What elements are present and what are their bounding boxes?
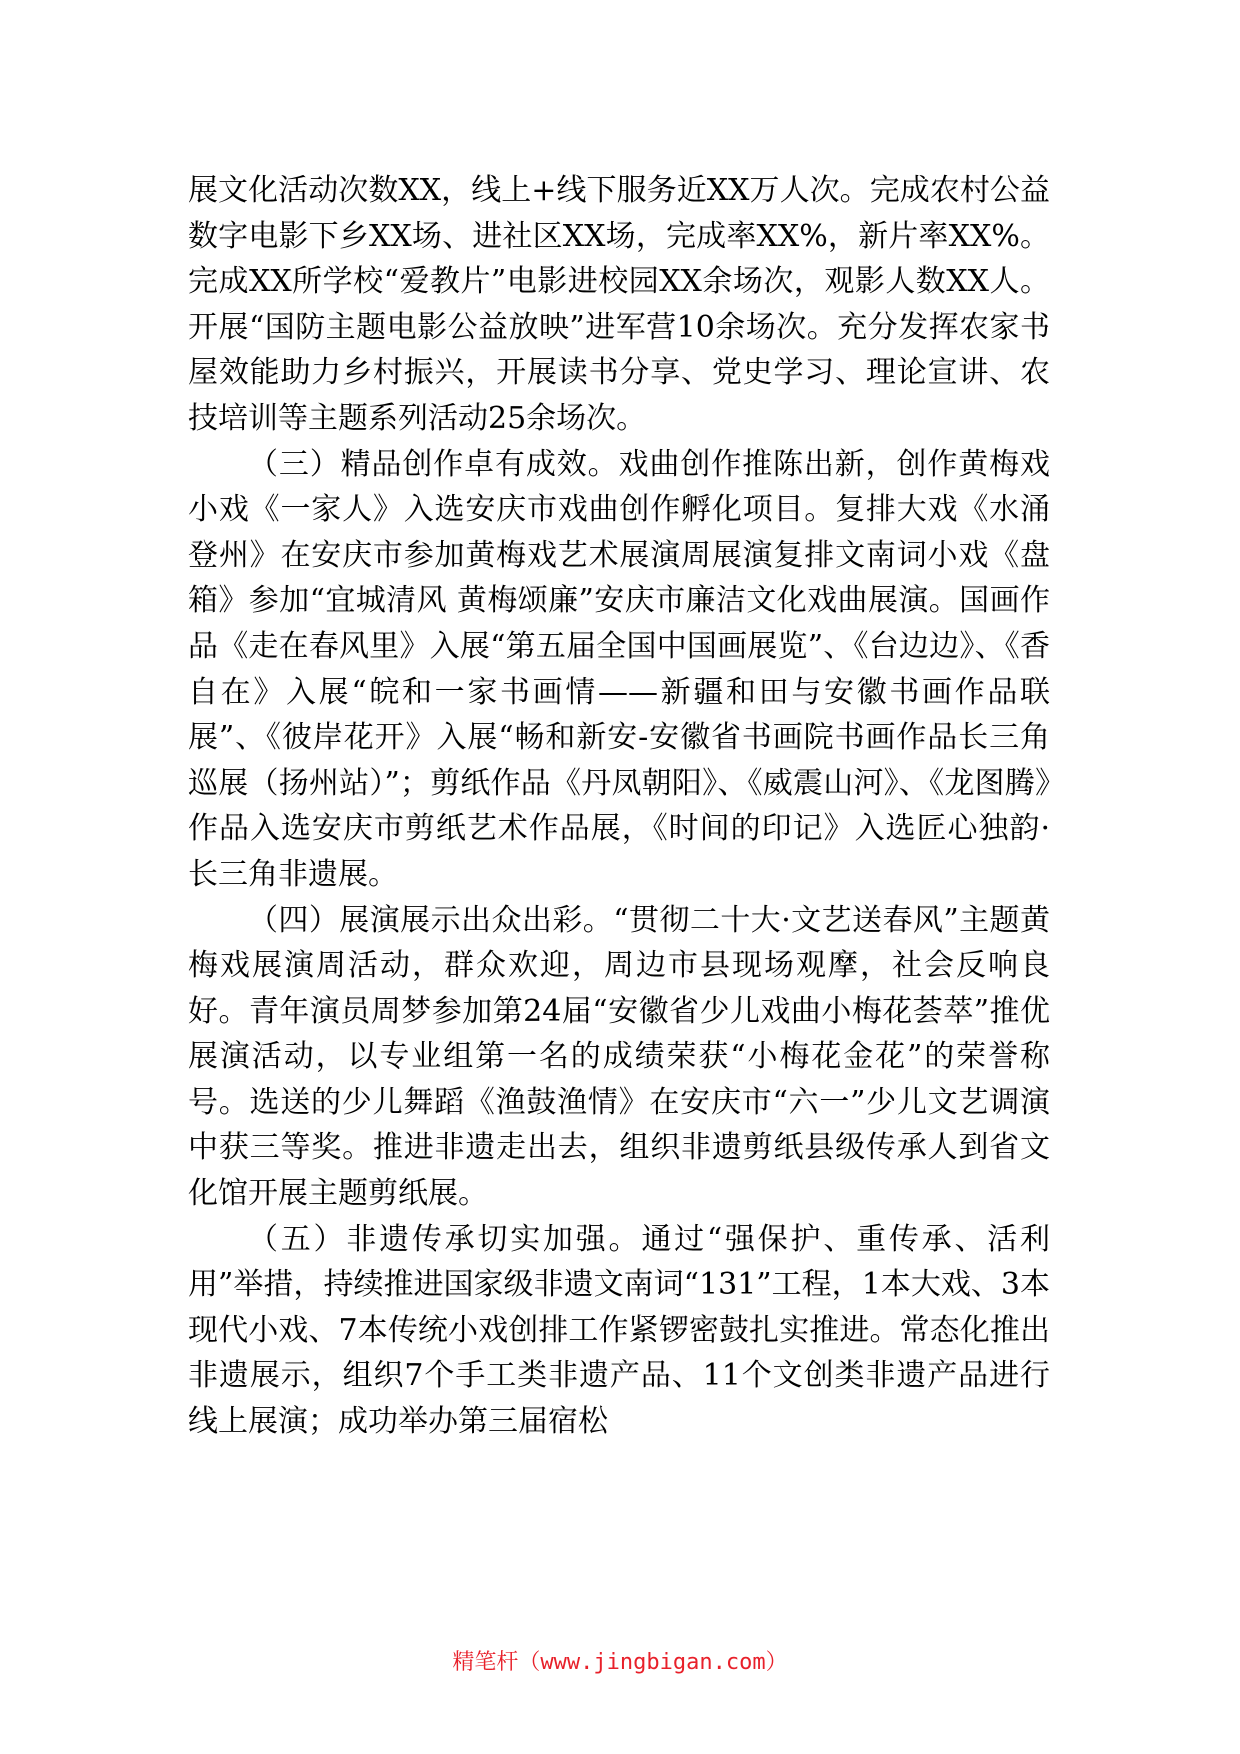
footer-watermark-link[interactable]: 精笔杆（www.jingbigan.com） xyxy=(452,1650,788,1675)
paragraph-section-4: （四）展演展示出众出彩。“贯彻二十大·文艺送春风”主题黄梅戏展演周活动，群众欢迎，周边市县现场观摩，社会反响良好。青年演员周梦参加第24届“安徽省少儿戏曲小梅花荟萃”推优展演活动，以专业组第一名的成绩荣获“小梅花金花”的荣誉称号。选送的少儿舞蹈《渔鼓渔情》在安庆市“六一”少儿文艺调演中获三等奖。推进非遗走出去，组织非遗剪纸县级传承人到省文化馆开展主题剪纸展。 xyxy=(188,902,1050,1212)
paragraph-continuation: 展文化活动次数XX，线上+线下服务近XX万人次。完成农村公益数字电影下乡XX场、进社区XX场，完成率XX%，新片率XX%。完成XX所学校“爱教片”电影进校园XX余场次，观影人数XX人。开展“国防主题电影公益放映”进军营10余场次。充分发挥农家书屋效能助力乡村振兴，开展读书分享、党史学习、理论宣讲、农技培训等主题系列活动25余场次。 xyxy=(188,173,1050,436)
document-body xyxy=(188,168,1050,1445)
paragraph-section-3: （三）精品创作卓有成效。戏曲创作推陈出新，创作黄梅戏小戏《一家人》入选安庆市戏曲创作孵化项目。复排大戏《水涌登州》在安庆市参加黄梅戏艺术展演周展演复排文南词小戏《盘箱》参加“宜城清风 黄梅颂廉”安庆市廉洁文化戏曲展演。国画作品《走在春风里》入展“第五届全国中国画展览”、《台边边》、《香自在》入展“皖和一家书画情——新疆和田与安徽书画作品联展”、《彼岸花开》入展“畅和新安-安徽省书画院书画作品长三角巡展（扬州站）”；剪纸作品《丹凤朝阳》、《威震山河》、《龙图腾》作品入选安庆市剪纸艺术作品展，《时间的印记》入选匠心独韵·长三角非遗展。 xyxy=(188,446,1050,892)
paragraph-section-5: （五）非遗传承切实加强。通过“强保护、重传承、活利用”举措，持续推进国家级非遗文南词“131”工程，1本大戏、3本现代小戏、7本传统小戏创排工作紧锣密鼓扎实推进。常态化推出非遗展示，组织7个手工类非遗产品、11个文创类非遗产品进行线上展演；成功举办第三届宿松 xyxy=(188,1221,1050,1440)
